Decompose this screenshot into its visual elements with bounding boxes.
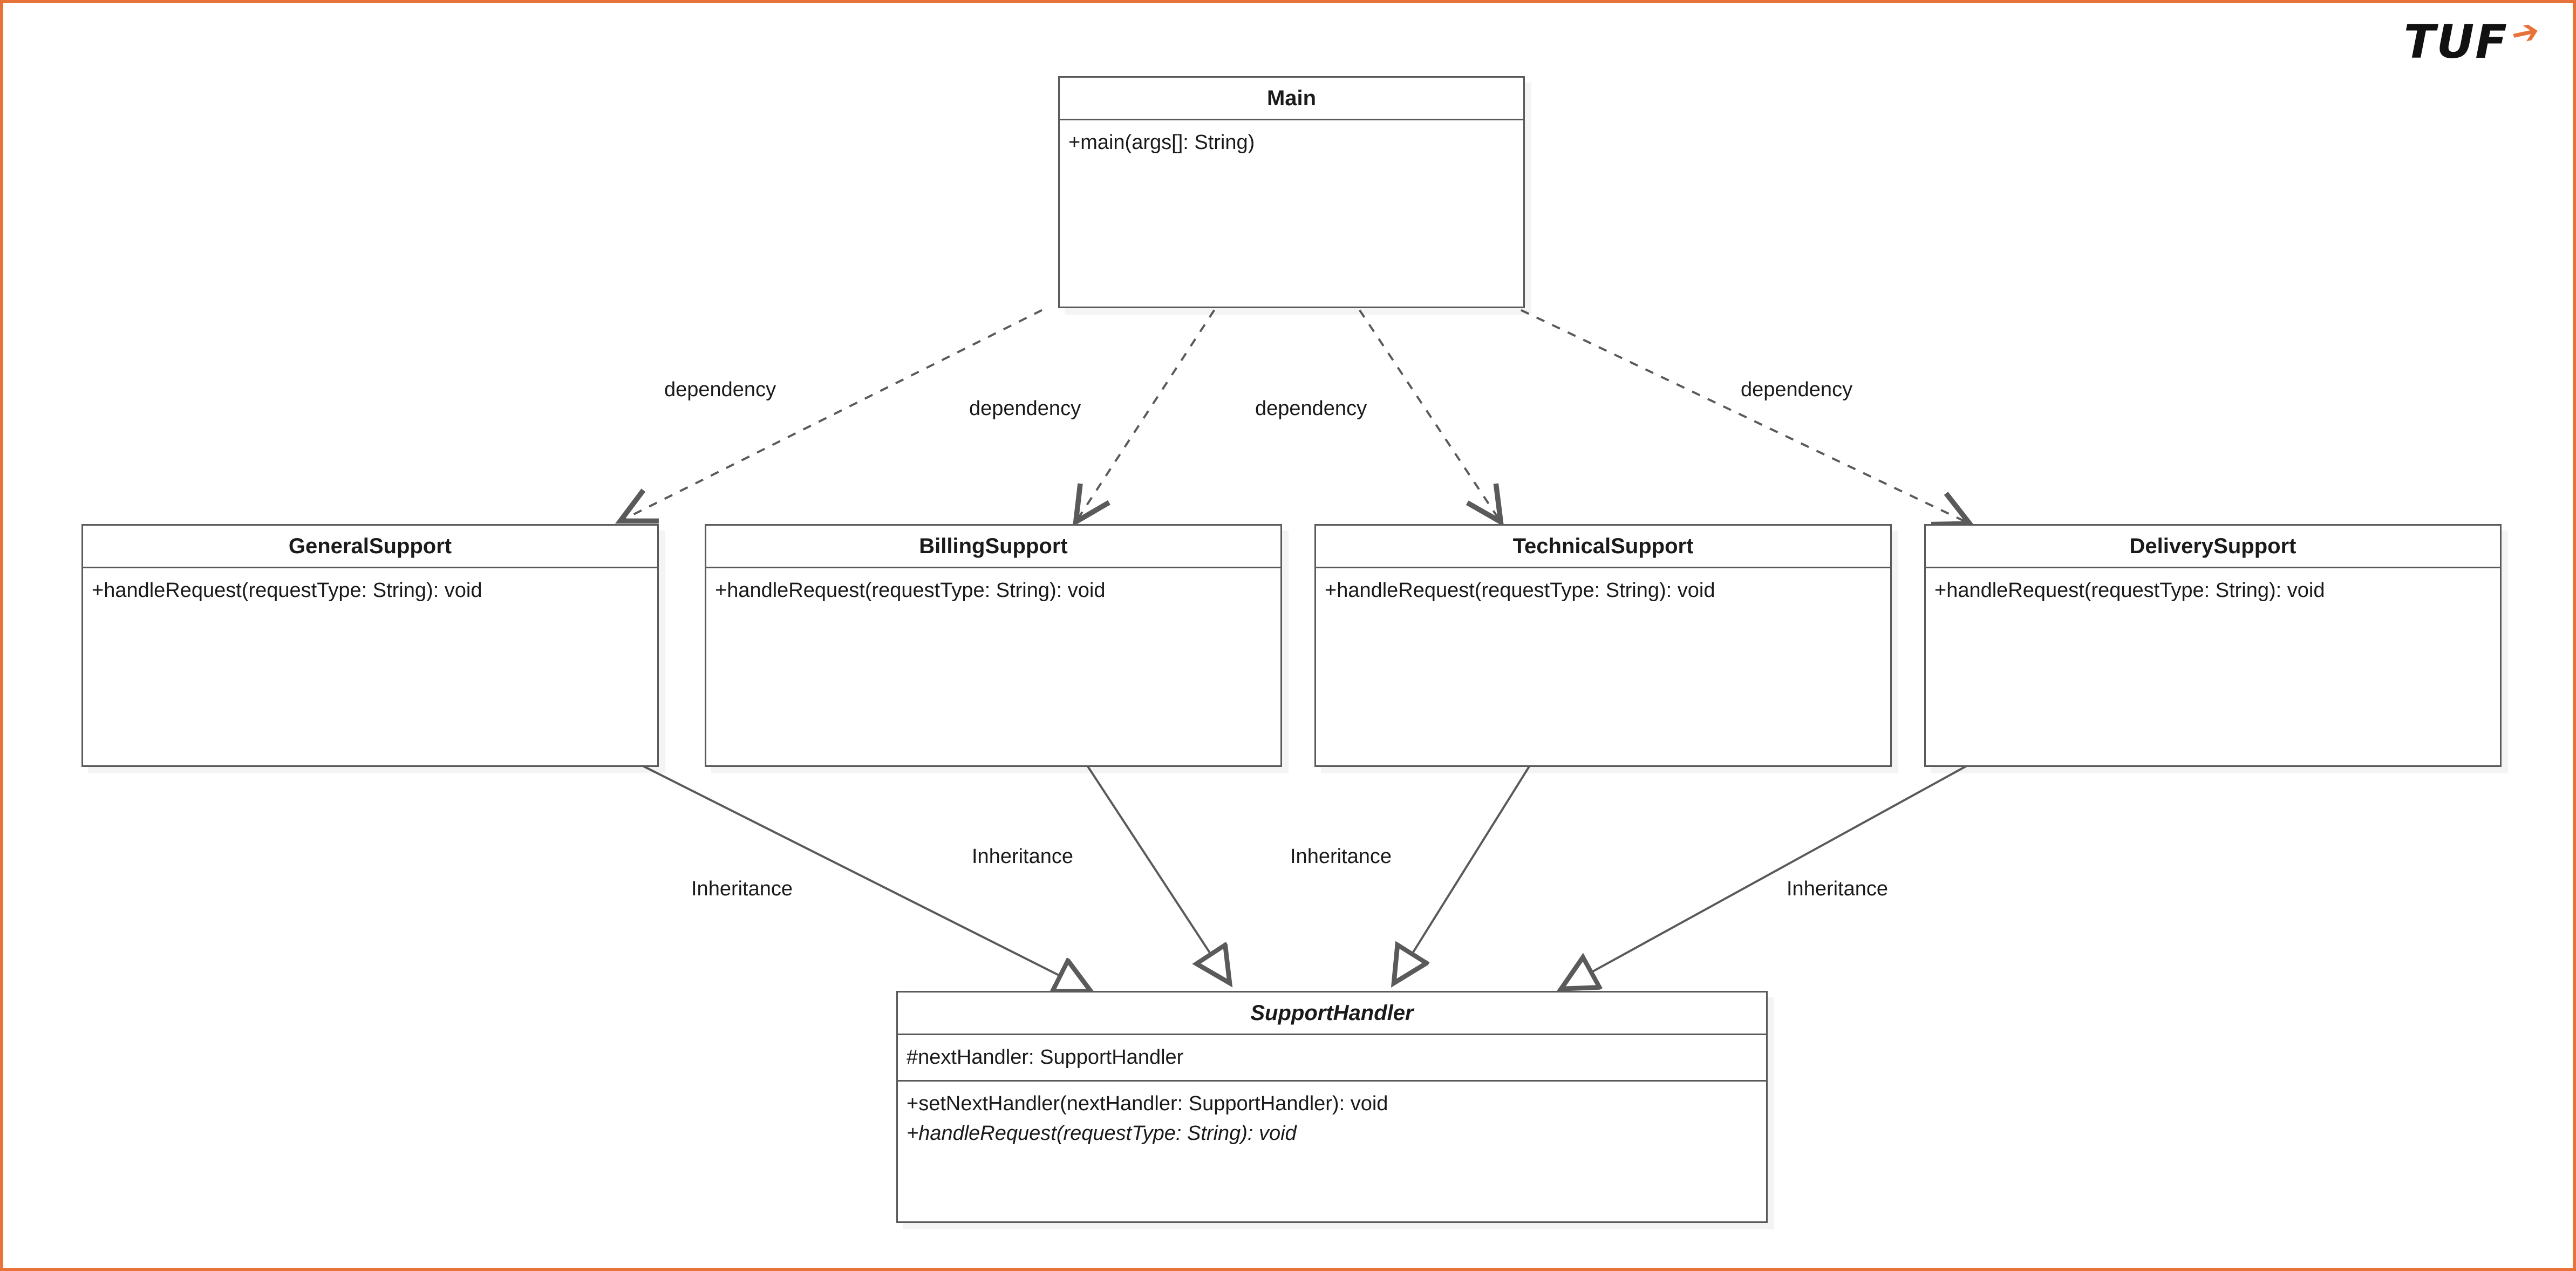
class-box-technical-support[interactable]	[1314, 524, 1892, 767]
class-methods-technical-support	[1316, 568, 1890, 765]
class-title-technical-support: TechnicalSupport	[1316, 526, 1890, 568]
method-line: +handleRequest(requestType: String): void	[1325, 579, 1715, 602]
edge-inheritance-billing	[1085, 762, 1226, 977]
class-methods-support-handler	[898, 1082, 1766, 1221]
method-line: +main(args[]: String)	[1068, 131, 1255, 154]
logo-text: TUF	[2403, 15, 2509, 69]
class-title-support-handler: SupportHandler	[898, 993, 1766, 1035]
class-attributes-support-handler	[898, 1035, 1766, 1082]
class-box-support-handler[interactable]	[896, 991, 1768, 1223]
class-methods-general-support	[83, 568, 657, 765]
class-box-general-support[interactable]	[81, 524, 659, 767]
edge-inheritance-general	[636, 762, 1085, 988]
class-methods-billing-support	[706, 568, 1280, 765]
method-line: +setNextHandler(nextHandler: SupportHandler): void	[907, 1092, 1388, 1116]
method-line: +handleRequest(requestType: String): void	[92, 579, 482, 602]
method-line: +handleRequest(requestType: String): void	[715, 579, 1106, 602]
class-box-delivery-support[interactable]	[1924, 524, 2502, 767]
class-title-main: Main	[1060, 78, 1523, 120]
class-title-delivery-support: DeliverySupport	[1926, 526, 2500, 568]
edge-label-dependency-technical: dependency	[1255, 397, 1367, 420]
edge-dependency-delivery	[1521, 310, 1968, 523]
edge-label-dependency-general: dependency	[664, 378, 776, 401]
method-line-abstract: +handleRequest(requestType: String): void	[907, 1122, 1297, 1145]
edge-label-inheritance-general: Inheritance	[691, 878, 793, 900]
logo-arrow-icon: ➔	[2507, 10, 2544, 55]
edge-inheritance-delivery	[1567, 762, 1973, 985]
edge-inheritance-technical	[1397, 762, 1531, 977]
edge-label-dependency-billing: dependency	[969, 397, 1081, 420]
edge-label-inheritance-delivery: Inheritance	[1787, 878, 1889, 900]
edge-label-inheritance-technical: Inheritance	[1290, 845, 1392, 868]
class-methods-delivery-support	[1926, 568, 2500, 765]
class-box-main[interactable]	[1058, 76, 1525, 308]
edge-label-dependency-delivery: dependency	[1741, 378, 1853, 401]
method-line: +handleRequest(requestType: String): void	[1934, 579, 2325, 602]
class-methods-main	[1060, 120, 1523, 307]
class-title-billing-support: BillingSupport	[706, 526, 1280, 568]
edge-label-inheritance-billing: Inheritance	[972, 845, 1074, 868]
class-box-billing-support[interactable]	[705, 524, 1282, 767]
attribute-line: #nextHandler: SupportHandler	[907, 1046, 1184, 1069]
edge-dependency-technical	[1360, 310, 1500, 520]
edge-dependency-billing	[1077, 310, 1214, 520]
class-title-general-support: GeneralSupport	[83, 526, 657, 568]
